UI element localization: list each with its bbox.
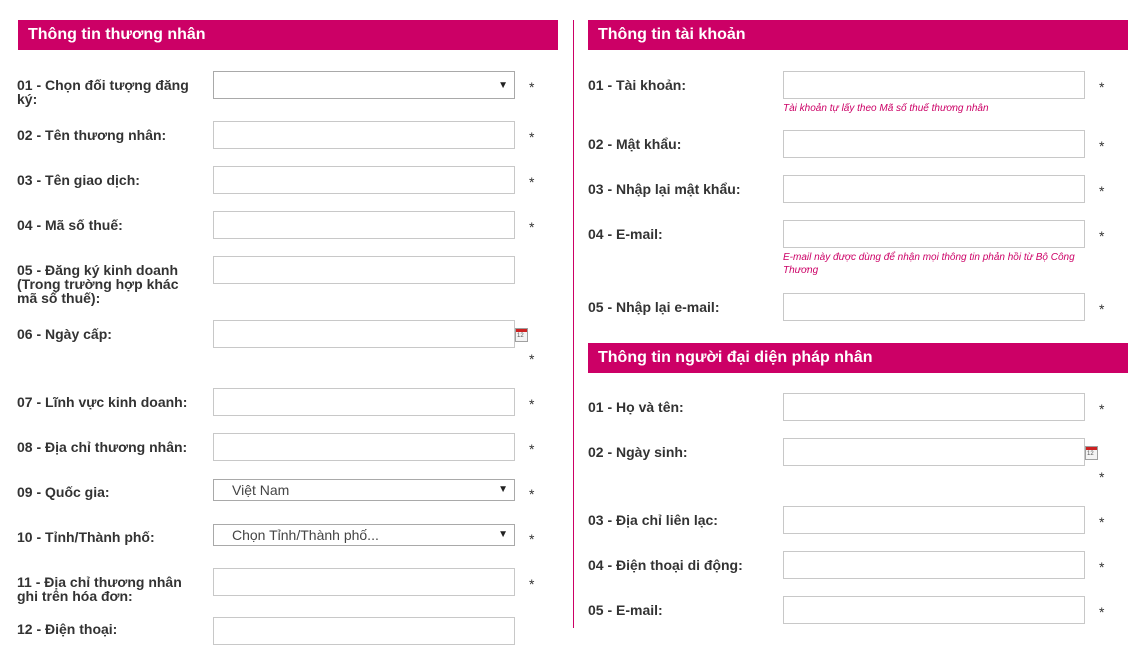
label-account: 01 - Tài khoản: (588, 77, 687, 93)
required-mark: * (529, 351, 535, 367)
label-issue-date: 06 - Ngày cấp: (17, 326, 112, 342)
required-mark: * (529, 441, 535, 457)
column-divider (573, 20, 574, 628)
account-hint: Tài khoản tự lấy theo Mã số thuế thương nhân (783, 103, 989, 114)
label-merchant-address: 08 - Địa chỉ thương nhân: (17, 439, 188, 455)
required-mark: * (1099, 79, 1105, 95)
label-country: 09 - Quốc gia: (17, 484, 110, 500)
label-mobile-phone: 04 - Điện thoại di động: (588, 557, 743, 573)
account-info-panel (575, 0, 1132, 628)
required-mark: * (1099, 469, 1105, 485)
label-contact-address: 03 - Địa chỉ liên lạc: (588, 512, 718, 528)
required-mark: * (1099, 559, 1105, 575)
label-full-name: 01 - Họ và tên: (588, 399, 684, 415)
required-mark: * (1099, 183, 1105, 199)
tax-code-input[interactable] (213, 211, 515, 239)
business-registration-input[interactable] (213, 256, 515, 284)
label-email: 04 - E-mail: (588, 226, 663, 242)
province-select[interactable] (213, 524, 515, 546)
required-mark: * (1099, 604, 1105, 620)
dropdown-arrow-icon: ▼ (498, 484, 508, 495)
required-mark: * (529, 174, 535, 190)
phone-input[interactable] (213, 617, 515, 645)
account-section-title: Thông tin tài khoản (588, 20, 1128, 50)
required-mark: * (529, 531, 535, 547)
required-mark: * (529, 396, 535, 412)
label-confirm-password: 03 - Nhập lại mật khẩu: (588, 181, 741, 197)
required-mark: * (529, 79, 535, 95)
invoice-address-input[interactable] (213, 568, 515, 596)
contact-address-input[interactable] (783, 506, 1085, 534)
label-birth-date: 02 - Ngày sinh: (588, 444, 688, 460)
label-representative-email: 05 - E-mail: (588, 602, 663, 618)
country-select[interactable] (213, 479, 515, 501)
label-phone: 12 - Điện thoại: (17, 621, 118, 637)
confirm-password-input[interactable] (783, 175, 1085, 203)
required-mark: * (529, 129, 535, 145)
required-mark: * (1099, 138, 1105, 154)
email-hint: E-mail này được dùng để nhận mọi thông tin phản hồi từ Bộ Công Thương (783, 252, 1075, 276)
merchant-section-title: Thông tin thương nhân (18, 20, 558, 50)
label-business-field: 07 - Lĩnh vực kinh doanh: (17, 394, 188, 410)
full-name-input[interactable] (783, 393, 1085, 421)
dropdown-arrow-icon: ▼ (498, 529, 508, 540)
required-mark: * (1099, 228, 1105, 244)
label-password: 02 - Mật khẩu: (588, 136, 682, 152)
trade-name-input[interactable] (213, 166, 515, 194)
issue-date-input[interactable] (213, 320, 515, 348)
password-input[interactable] (783, 130, 1085, 158)
label-registration-type: 01 - Chọn đối tượng đăng ký: (17, 77, 189, 107)
registration-type-select[interactable] (213, 71, 515, 99)
representative-section-title: Thông tin người đại diện pháp nhân (588, 343, 1128, 373)
label-tax-code: 04 - Mã số thuế: (17, 217, 123, 233)
province-selected-value: Chọn Tỉnh/Thành phố... (232, 527, 379, 543)
required-mark: * (529, 219, 535, 235)
label-province: 10 - Tỉnh/Thành phố: (17, 529, 155, 545)
label-merchant-name: 02 - Tên thương nhân: (17, 127, 167, 143)
confirm-email-input[interactable] (783, 293, 1085, 321)
required-mark: * (1099, 514, 1105, 530)
birth-date-input[interactable] (783, 438, 1085, 466)
required-mark: * (529, 486, 535, 502)
required-mark: * (529, 576, 535, 592)
calendar-icon[interactable] (1085, 446, 1098, 460)
mobile-phone-input[interactable] (783, 551, 1085, 579)
label-confirm-email: 05 - Nhập lại e-mail: (588, 299, 720, 315)
merchant-name-input[interactable] (213, 121, 515, 149)
email-input[interactable] (783, 220, 1085, 248)
calendar-icon[interactable] (515, 328, 528, 342)
account-input[interactable] (783, 71, 1085, 99)
required-mark: * (1099, 401, 1105, 417)
representative-email-input[interactable] (783, 596, 1085, 624)
required-mark: * (1099, 301, 1105, 317)
label-business-registration: 05 - Đăng ký kinh doanh (Trong trường hợp khác mã số thuế): (17, 262, 179, 306)
merchant-info-panel (0, 0, 570, 637)
merchant-address-input[interactable] (213, 433, 515, 461)
business-field-input[interactable] (213, 388, 515, 416)
dropdown-arrow-icon: ▼ (498, 80, 508, 91)
label-invoice-address: 11 - Địa chỉ thương nhân ghi trên hóa đơn: (17, 574, 182, 604)
label-trade-name: 03 - Tên giao dịch: (17, 172, 140, 188)
country-selected-value: Việt Nam (232, 482, 290, 498)
